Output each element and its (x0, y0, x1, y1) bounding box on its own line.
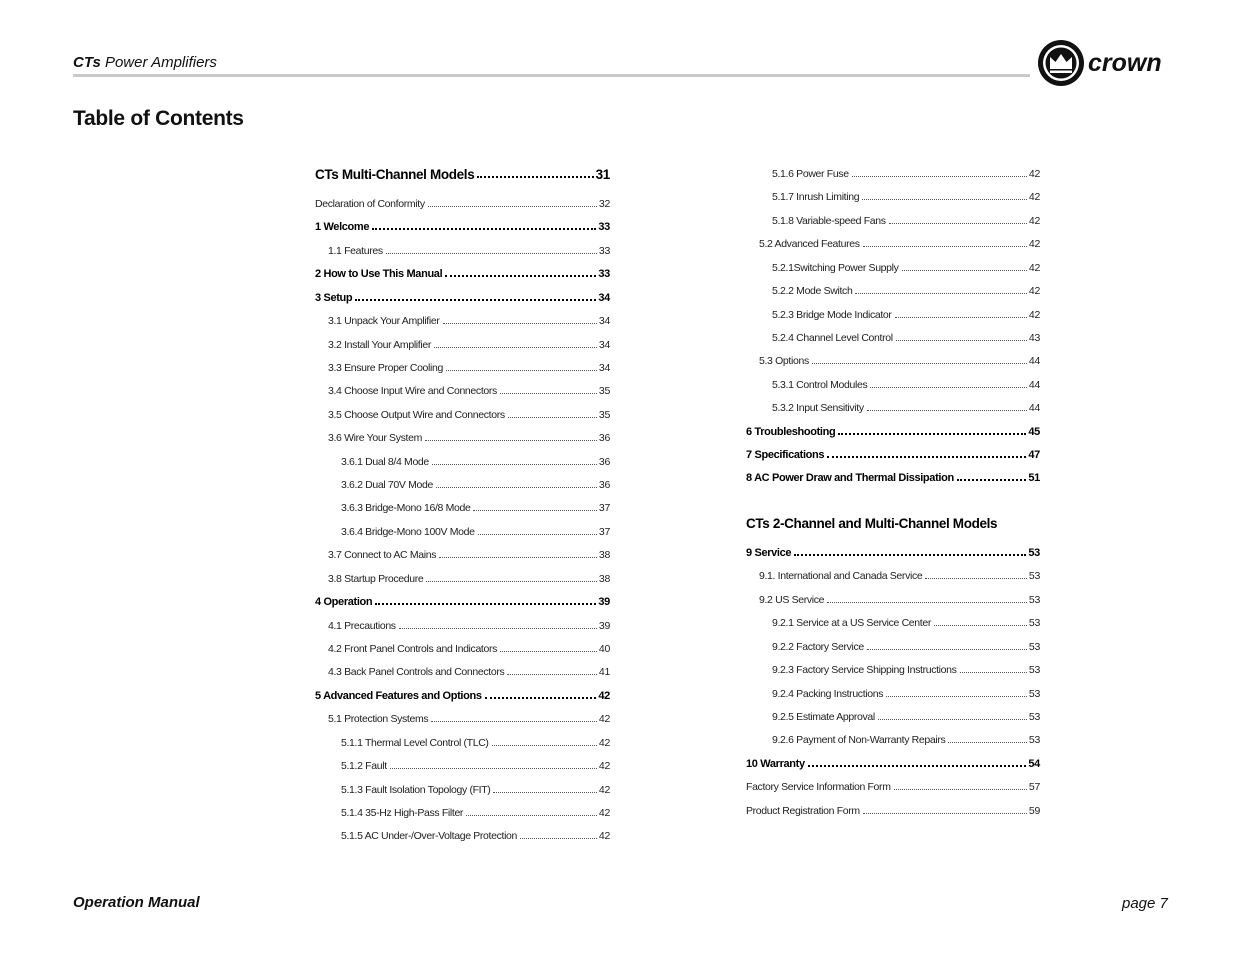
toc-entry-page: 53 (1028, 570, 1040, 583)
toc-entry (315, 707, 610, 725)
footer-manual-title: Operation Manual (73, 894, 200, 911)
toc-entry (315, 286, 610, 304)
toc-entry (746, 349, 1040, 367)
toc-entry-page: 34 (598, 361, 610, 374)
brand-wordmark: crown (1088, 49, 1162, 77)
toc-entry-page: 41 (598, 666, 610, 679)
toc-entry-page: 39 (598, 596, 610, 609)
toc-leader-dots (399, 627, 597, 629)
toc-leader-dots (870, 386, 1027, 388)
toc-leader-dots (500, 650, 597, 652)
toc-leader-dots (895, 316, 1027, 318)
toc-entry-page: 42 (598, 736, 610, 749)
toc-entry-page: 42 (1028, 214, 1040, 227)
toc-entry (315, 309, 610, 327)
toc-entry-page: 42 (1028, 168, 1040, 180)
toc-entry-page: 53 (1028, 734, 1040, 747)
toc-entry (315, 778, 610, 796)
toc-leader-dots (355, 298, 596, 301)
toc-entry (746, 256, 1040, 274)
toc-entry-title: 1 Welcome (315, 221, 370, 234)
toc-entry-title: 3.3 Ensure Proper Cooling (328, 361, 443, 374)
toc-leader-dots (808, 764, 1027, 767)
toc-entry (746, 326, 1040, 344)
toc-entry-title: 5.1 Protection Systems (328, 713, 429, 726)
toc-entry (746, 635, 1040, 653)
toc-leader-dots (466, 814, 597, 816)
toc-entry-page: 42 (1028, 191, 1040, 204)
toc-entry (746, 658, 1040, 676)
toc-entry (315, 473, 610, 491)
toc-leader-dots (507, 673, 597, 675)
toc-entry (746, 279, 1040, 297)
toc-entry (746, 564, 1040, 582)
toc-entry (315, 590, 610, 608)
header-product-rest: Power Amplifiers (100, 54, 217, 71)
toc-entry-title: 4.3 Back Panel Controls and Connectors (328, 666, 505, 679)
toc-leader-dots (390, 767, 597, 769)
toc-leader-dots (428, 205, 597, 207)
toc-entry-page: 53 (1028, 710, 1040, 723)
toc-entry-title: 9.2.2 Factory Service (772, 640, 864, 653)
toc-entry (315, 660, 610, 678)
toc-entry-title: 3.7 Connect to AC Mains (328, 549, 437, 562)
toc-leader-dots (446, 369, 597, 371)
toc-entry-page: 38 (598, 572, 610, 585)
toc-entry-title: 3.8 Startup Procedure (328, 572, 424, 585)
toc-entry-title: CTs Multi-Channel Models (315, 167, 475, 182)
toc-entry-title: Declaration of Conformity (315, 198, 425, 210)
toc-entry-page: 45 (1028, 425, 1040, 438)
toc-entry-page: 32 (598, 198, 610, 210)
toc-entry-title: 9.2 US Service (759, 593, 825, 606)
toc-entry-page: 42 (1028, 285, 1040, 298)
toc-entry (315, 520, 610, 538)
toc-leader-dots (827, 601, 1027, 603)
toc-leader-dots (478, 533, 597, 535)
toc-entry (315, 403, 610, 421)
toc-leader-dots (867, 409, 1027, 411)
toc-leader-dots (867, 648, 1027, 650)
toc-leader-dots (855, 292, 1026, 294)
toc-entry-title: 3.6.4 Bridge-Mono 100V Mode (341, 525, 475, 538)
toc-entry-page: 51 (1028, 472, 1040, 485)
toc-entry (315, 239, 610, 257)
toc-leader-dots (477, 175, 593, 178)
toc-leader-dots (886, 695, 1027, 697)
toc-entry-title: 5.1.8 Variable-speed Fans (772, 214, 886, 227)
toc-entry-title: 3.4 Choose Input Wire and Connectors (328, 385, 497, 398)
toc-leader-dots (473, 509, 596, 511)
toc-entry-title: 3.5 Choose Output Wire and Connectors (328, 408, 505, 421)
toc-leader-dots (425, 439, 597, 441)
toc-leader-dots (372, 227, 596, 230)
toc-entry (746, 209, 1040, 227)
crown-logo-icon (1036, 38, 1186, 88)
page-title: Table of Contents (73, 107, 244, 130)
toc-entry-page: 57 (1028, 781, 1040, 794)
toc-leader-dots (902, 269, 1027, 271)
toc-entry-title: 5.2 Advanced Features (759, 238, 860, 251)
toc-leader-dots (812, 362, 1027, 364)
toc-entry (315, 801, 610, 819)
toc-leader-dots (838, 432, 1026, 435)
toc-entry (315, 824, 610, 842)
toc-entry-title: 5 Advanced Features and Options (315, 689, 482, 702)
toc-entry (746, 162, 1040, 180)
toc-entry-title: 6 Troubleshooting (746, 425, 836, 438)
toc-entry (746, 588, 1040, 606)
toc-entry-page: 36 (598, 479, 610, 492)
toc-leader-dots (439, 556, 597, 558)
toc-entry (746, 396, 1040, 414)
toc-leader-dots (934, 624, 1027, 626)
toc-entry-page: 42 (1028, 308, 1040, 321)
toc-entry (315, 262, 610, 280)
toc-entry (315, 754, 610, 772)
toc-entry-title: 5.2.4 Channel Level Control (772, 331, 893, 344)
toc-entry-page: 42 (1028, 238, 1040, 251)
toc-leader-dots (485, 696, 597, 699)
toc-leader-dots (375, 602, 596, 605)
toc-entry (315, 637, 610, 655)
toc-entry-page: 38 (598, 549, 610, 562)
toc-leader-dots (431, 720, 597, 722)
toc-entry-page: 42 (598, 689, 610, 702)
header-title (73, 54, 217, 71)
toc-leader-dots (492, 744, 597, 746)
toc-entry-page: 53 (1028, 687, 1040, 700)
toc-entry-title: 9.2.3 Factory Service Shipping Instructions (772, 664, 957, 677)
toc-entry (315, 684, 610, 702)
toc-entry (746, 705, 1040, 723)
toc-entry (746, 443, 1040, 461)
toc-entry-title: 5.1.1 Thermal Level Control (TLC) (341, 736, 489, 749)
toc-leader-dots (794, 553, 1026, 556)
toc-entry (315, 379, 610, 397)
toc-entry-page: 42 (598, 783, 610, 796)
toc-entry-title: 5.2.2 Mode Switch (772, 285, 853, 298)
toc-leader-dots (443, 322, 597, 324)
toc-entry-page: 37 (598, 502, 610, 515)
toc-entry-title: 5.3.1 Control Modules (772, 378, 868, 391)
toc-entry-page: 53 (1028, 617, 1040, 630)
toc-entry (746, 682, 1040, 700)
toc-leader-dots (889, 222, 1027, 224)
toc-leader-dots (896, 339, 1027, 341)
toc-entry-title: 4 Operation (315, 596, 373, 609)
toc-leader-dots (862, 198, 1027, 200)
toc-entry-page: 53 (1028, 547, 1040, 559)
toc-entry-page: 44 (1028, 355, 1040, 368)
toc-entry-title: 9.2.5 Estimate Approval (772, 710, 875, 723)
toc-leader-dots (500, 392, 597, 394)
toc-entry-page: 59 (1028, 804, 1040, 817)
toc-entry-title: 5.1.2 Fault (341, 760, 387, 773)
toc-entry (746, 185, 1040, 203)
toc-entry-title: 9 Service (746, 547, 792, 559)
toc-leader-dots (827, 455, 1026, 458)
toc-leader-dots (520, 837, 597, 839)
toc-entry-page: 35 (598, 408, 610, 421)
toc-entry (315, 731, 610, 749)
toc-entry-title: 10 Warranty (746, 757, 805, 770)
toc-leader-dots (386, 252, 597, 254)
toc-entry-page: 42 (1028, 261, 1040, 274)
toc-entry-title: 1.1 Features (328, 244, 383, 257)
toc-entry (746, 466, 1040, 484)
toc-entry-title: 9.2.1 Service at a US Service Center (772, 617, 931, 630)
toc-entry (746, 799, 1040, 817)
toc-entry-page: 42 (598, 830, 610, 843)
toc-entry (315, 215, 610, 233)
footer-page-number: page 7 (1122, 895, 1168, 912)
toc-entry-title: 5.1.3 Fault Isolation Topology (FIT) (341, 783, 491, 796)
toc-entry-title: 3.6 Wire Your System (328, 432, 422, 445)
toc-entry (315, 333, 610, 351)
header-divider (73, 74, 1030, 77)
toc-entry-page: 53 (1028, 664, 1040, 677)
toc-entry-page: 35 (598, 385, 610, 398)
toc-entry-page: 47 (1028, 449, 1040, 462)
toc-entry-title: 5.3.2 Input Sensitivity (772, 402, 864, 415)
toc-entry-page: 42 (598, 806, 610, 819)
toc-entry (746, 373, 1040, 391)
toc-entry-title: 5.3 Options (759, 355, 809, 368)
toc-entry-title: 9.2.4 Packing Instructions (772, 687, 884, 700)
toc-entry-title: 4.1 Precautions (328, 619, 396, 632)
toc-entry-title: 9.2.6 Payment of Non-Warranty Repairs (772, 734, 946, 747)
toc-entry (315, 496, 610, 514)
toc-entry-page: 53 (1028, 593, 1040, 606)
toc-entry-title: CTs 2-Channel and Multi-Channel Models (746, 516, 998, 531)
toc-entry-title: Product Registration Form (746, 804, 860, 817)
toc-entry (315, 192, 610, 210)
toc-entry-title: 3.2 Install Your Amplifier (328, 338, 431, 351)
toc-leader-dots (493, 791, 596, 793)
toc-leader-dots (957, 478, 1027, 481)
toc-entry (315, 356, 610, 374)
toc-entry (315, 567, 610, 585)
toc-entry-title: 5.2.3 Bridge Mode Indicator (772, 308, 892, 321)
toc-entry-title: 3.6.2 Dual 70V Mode (341, 479, 433, 492)
toc-entry-page: 34 (598, 315, 610, 328)
toc-leader-dots (960, 671, 1027, 673)
toc-leader-dots (878, 718, 1027, 720)
toc-entry-page: 42 (598, 713, 610, 726)
toc-entry-page: 42 (598, 760, 610, 773)
toc-entry (746, 752, 1040, 770)
toc-entry-page: 53 (1028, 640, 1040, 653)
toc-entry-page: 40 (598, 642, 610, 655)
toc-entry-page: 33 (598, 244, 610, 257)
toc-leader-dots (434, 346, 597, 348)
toc-leader-dots (863, 245, 1027, 247)
toc-leader-dots (948, 741, 1027, 743)
toc-entry-title: 9.1. International and Canada Service (759, 570, 923, 583)
toc-entry (746, 728, 1040, 746)
toc-leader-dots (508, 416, 597, 418)
toc-entry (746, 775, 1040, 793)
toc-entry-page: 33 (598, 268, 610, 281)
toc-entry-page: 36 (598, 455, 610, 468)
toc-entry (315, 614, 610, 632)
toc-entry (746, 232, 1040, 250)
toc-entry (315, 164, 610, 182)
toc-entry-page: 36 (598, 432, 610, 445)
toc-entry-title: 3.1 Unpack Your Amplifier (328, 315, 440, 328)
toc-entry-title: 5.2.1Switching Power Supply (772, 261, 899, 274)
toc-entry-page: 54 (1028, 757, 1040, 770)
toc-entry-title: 7 Specifications (746, 449, 825, 462)
toc-leader-dots (852, 175, 1027, 177)
toc-entry (315, 543, 610, 561)
toc-entry-page: 33 (598, 221, 610, 234)
toc-entry-title: 3.6.1 Dual 8/4 Mode (341, 455, 429, 468)
toc-entry (746, 420, 1040, 438)
toc-entry-page: 34 (598, 291, 610, 304)
toc-entry-page: 31 (595, 167, 610, 182)
toc-entry-page: 37 (598, 525, 610, 538)
toc-entry-title: 3.6.3 Bridge-Mono 16/8 Mode (341, 502, 471, 515)
toc-leader-dots (436, 486, 597, 488)
toc-entry-page: 43 (1028, 331, 1040, 344)
toc-leader-dots (894, 788, 1027, 790)
toc-entry-page: 34 (598, 338, 610, 351)
toc-leader-dots (863, 812, 1027, 814)
toc-entry-title: 5.1.6 Power Fuse (772, 168, 849, 180)
toc-leader-dots (432, 463, 597, 465)
toc-entry-page: 44 (1028, 402, 1040, 415)
toc-entry-title: 5.1.7 Inrush Limiting (772, 191, 860, 204)
toc-leader-dots (445, 274, 596, 277)
toc-entry-page: 39 (598, 619, 610, 632)
crown-logo (1036, 38, 1186, 88)
header-product-bold: CTs (73, 54, 101, 71)
toc-entry-title: 3 Setup (315, 291, 353, 304)
toc-entry (315, 450, 610, 468)
toc-entry-title: 4.2 Front Panel Controls and Indicators (328, 642, 498, 655)
toc-entry-title: 5.1.5 AC Under-/Over-Voltage Protection (341, 830, 518, 843)
toc-entry (746, 513, 1040, 531)
toc-entry (315, 426, 610, 444)
toc-leader-dots (925, 577, 1027, 579)
toc-entry (746, 541, 1040, 559)
toc-entry (746, 611, 1040, 629)
toc-entry-title: 2 How to Use This Manual (315, 268, 443, 281)
toc-entry-title: Factory Service Information Form (746, 781, 891, 794)
toc-entry-title: 8 AC Power Draw and Thermal Dissipation (746, 472, 954, 485)
toc-entry-title: 5.1.4 35-Hz High-Pass Filter (341, 806, 464, 819)
toc-entry-page: 44 (1028, 378, 1040, 391)
toc-entry (746, 303, 1040, 321)
toc-leader-dots (426, 580, 597, 582)
